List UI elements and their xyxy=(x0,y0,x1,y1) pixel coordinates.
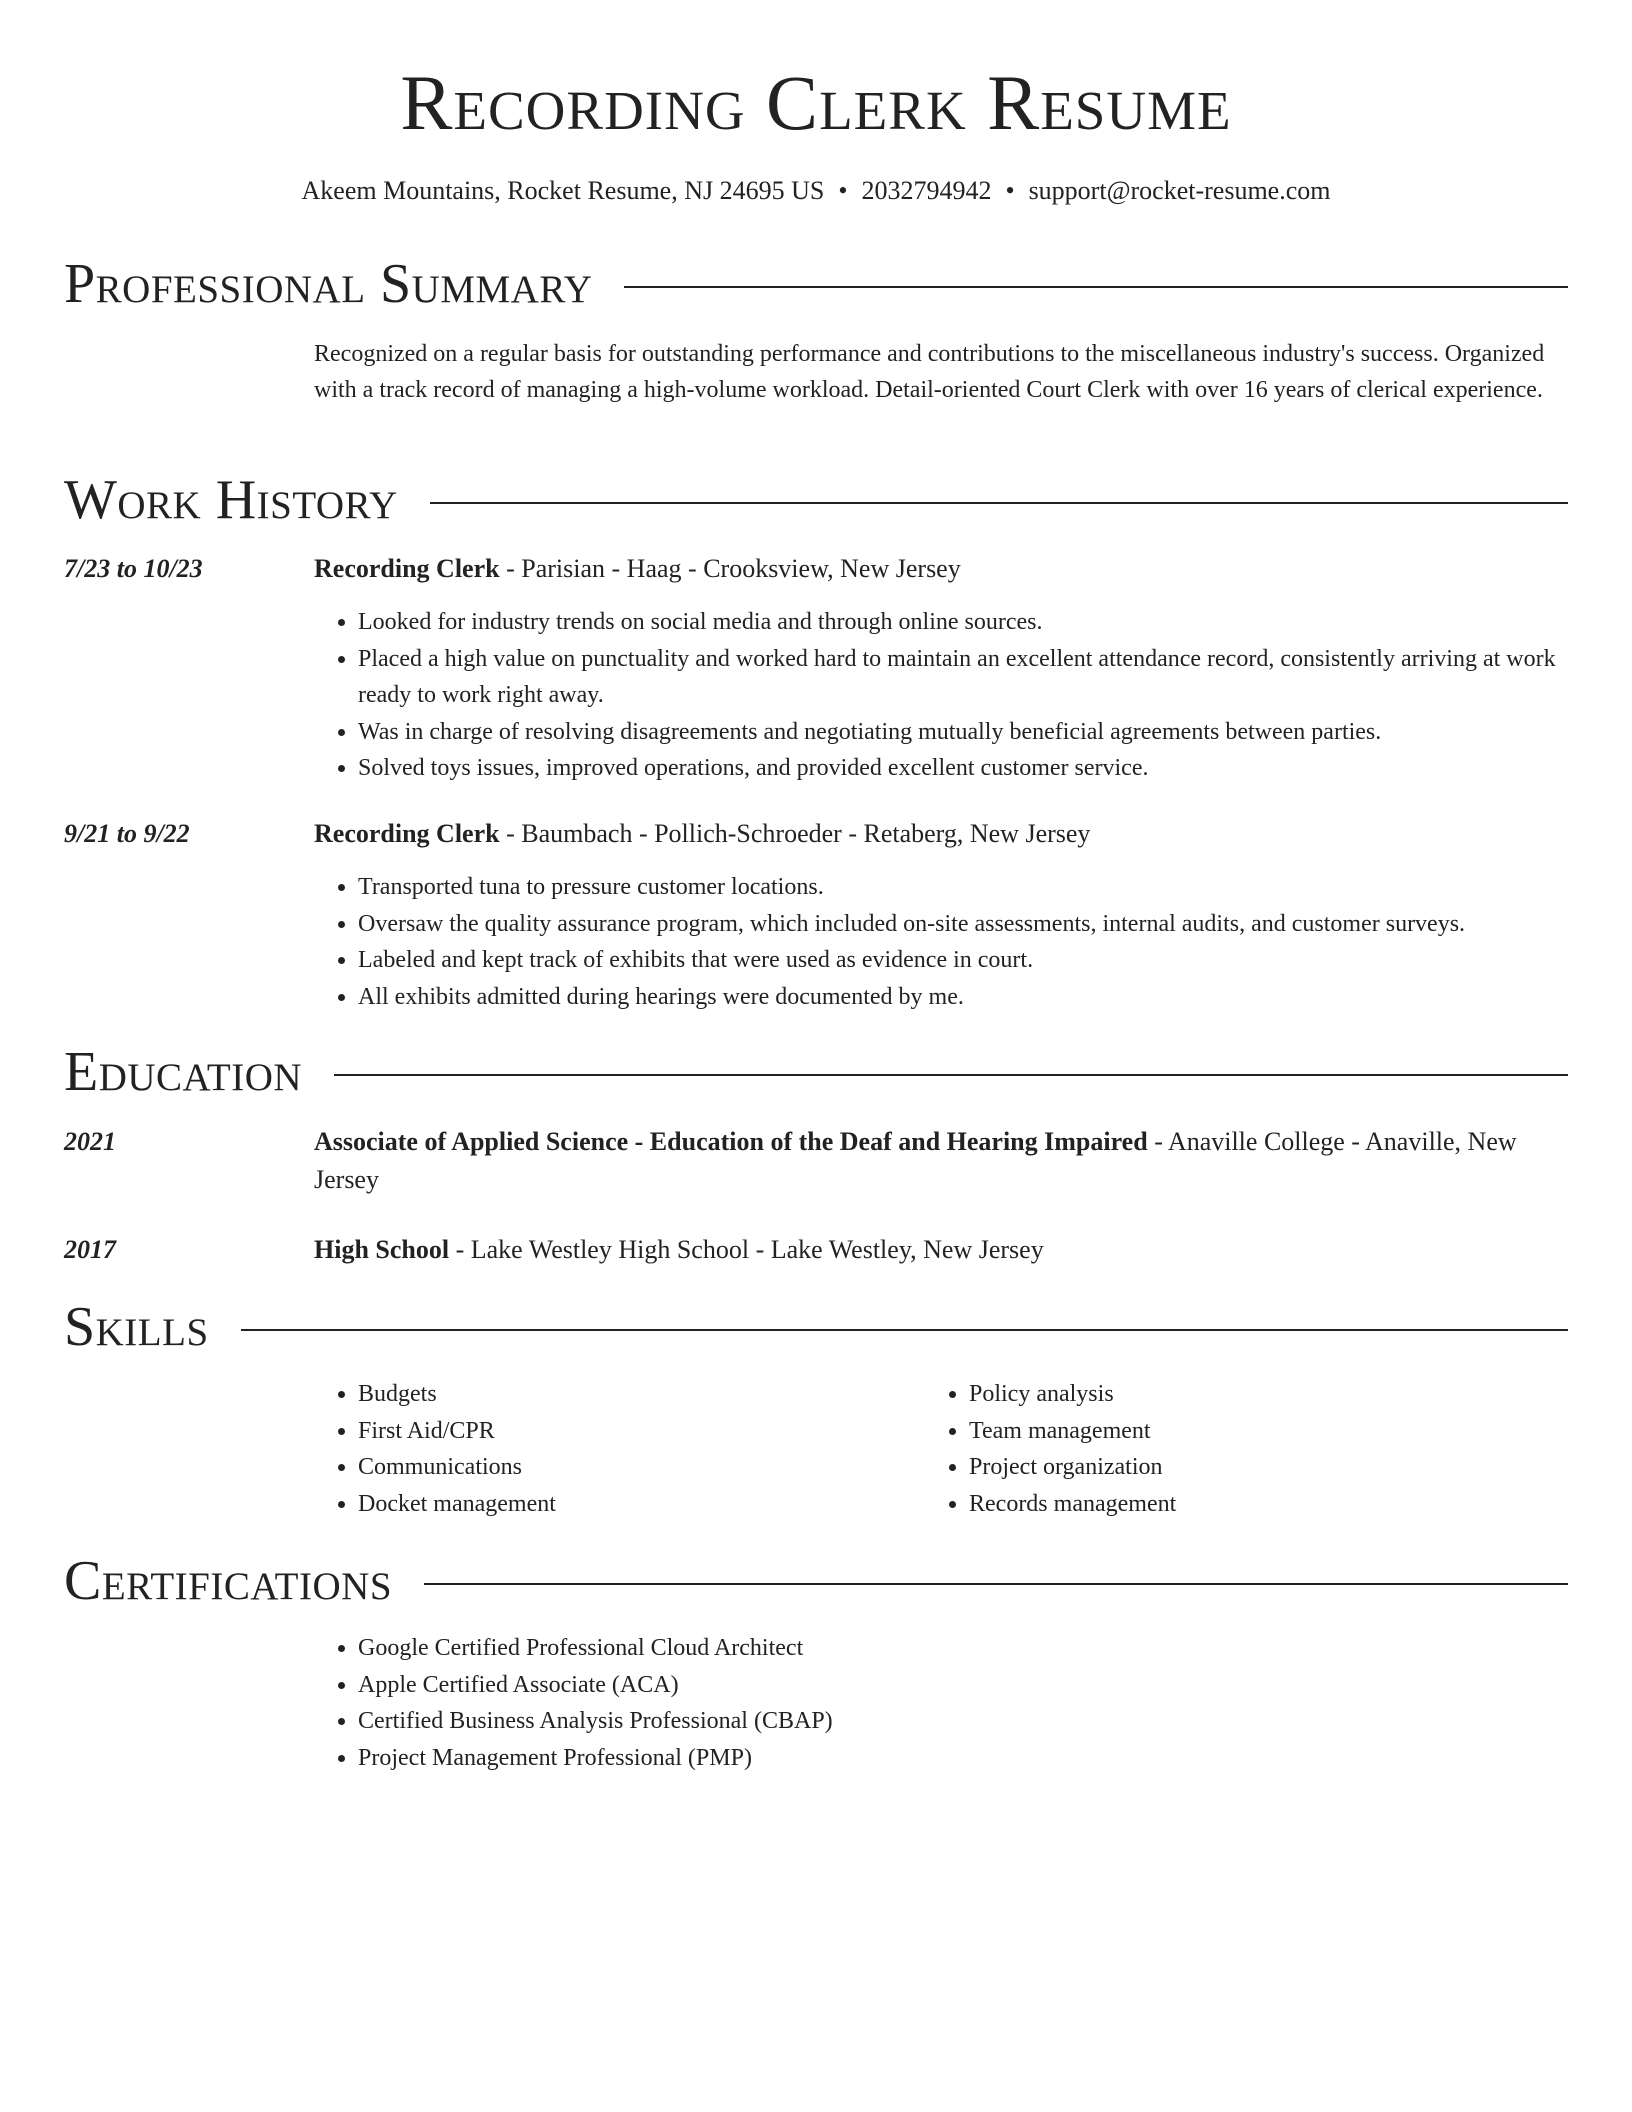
work-bullets xyxy=(314,604,1568,787)
list-item: • Looked for industry trends on social media and through online sources. xyxy=(358,604,1568,641)
contact-line xyxy=(0,174,1632,208)
section-title: Skills xyxy=(64,1296,209,1358)
section-title: Work History xyxy=(64,469,398,531)
work-entry-heading xyxy=(314,550,1568,588)
education-year: 2017 xyxy=(64,1235,116,1264)
list-item: • Oversaw the quality assurance program, which included on-site assessments, internal audits, and customer surveys. xyxy=(358,906,1568,943)
section-header-skills xyxy=(64,1295,1568,1359)
section-title: Certifications xyxy=(64,1550,393,1612)
skill-item: • First Aid/CPR xyxy=(358,1413,914,1450)
certification-item: • Google Certified Professional Cloud Architect xyxy=(358,1630,1568,1667)
list-item: • Solved toys issues, improved operations, and provided excellent customer service. xyxy=(358,750,1568,787)
skill-item: • Records management xyxy=(969,1486,1525,1523)
work-entry-heading xyxy=(314,815,1568,853)
list-item: • All exhibits admitted during hearings were documented by me. xyxy=(358,979,1568,1016)
skill-item: • Communications xyxy=(358,1449,914,1486)
contact-address: Akeem Mountains, Rocket Resume, NJ 24695 US xyxy=(301,176,825,205)
section-divider xyxy=(241,1329,1568,1331)
work-bullets xyxy=(314,869,1568,1015)
contact-separator: • xyxy=(1005,176,1015,205)
skills-list-left xyxy=(314,1376,914,1522)
skills-list-right xyxy=(925,1376,1525,1522)
list-item: • Transported tuna to pressure customer locations. xyxy=(358,869,1568,906)
certification-item: • Project Management Professional (PMP) xyxy=(358,1740,1568,1777)
work-employer: - Parisian - Haag - Crooksview, New Jersey xyxy=(499,554,961,583)
work-dates: 9/21 to 9/22 xyxy=(64,819,190,848)
contact-email: support@rocket-resume.com xyxy=(1028,176,1331,205)
section-divider xyxy=(334,1074,1568,1076)
skill-item: • Policy analysis xyxy=(969,1376,1525,1413)
section-divider xyxy=(624,286,1568,288)
work-employer: - Baumbach - Pollich-Schroeder - Retaberg, New Jersey xyxy=(499,819,1091,848)
section-header-work-history xyxy=(64,468,1568,532)
section-divider xyxy=(424,1583,1568,1585)
skill-item: • Project organization xyxy=(969,1449,1525,1486)
certification-item: • Certified Business Analysis Professional (CBAP) xyxy=(358,1703,1568,1740)
education-school: - Anaville College - Anaville, New Jersey xyxy=(314,1127,1517,1194)
work-dates: 7/23 to 10/23 xyxy=(64,554,203,583)
summary-text: Recognized on a regular basis for outstanding performance and contributions to the miscellaneous industry's success. Organized with a track record of managing a high-volume workload. Detail-oriented Court Clerk with over 16 years of clerical experience. xyxy=(314,341,1545,403)
list-item: • Was in charge of resolving disagreements and negotiating mutually beneficial agreements between parties. xyxy=(358,714,1568,751)
list-item: • Placed a high value on punctuality and worked hard to maintain an excellent attendance record, consistently arriving at work ready to work right away. xyxy=(358,641,1568,714)
resume-title: Recording Clerk Resume xyxy=(400,59,1232,146)
work-position: Recording Clerk xyxy=(314,554,500,583)
skill-item: • Docket management xyxy=(358,1486,914,1523)
certification-item: • Apple Certified Associate (ACA) xyxy=(358,1667,1568,1704)
section-title: Education xyxy=(64,1041,303,1103)
contact-separator: • xyxy=(838,176,848,205)
section-divider xyxy=(430,502,1568,504)
work-position: Recording Clerk xyxy=(314,819,500,848)
education-year: 2021 xyxy=(64,1127,116,1156)
section-header-summary xyxy=(64,252,1568,316)
education-entry xyxy=(314,1231,1568,1269)
section-header-education xyxy=(64,1040,1568,1104)
certifications-list xyxy=(314,1630,1568,1776)
education-degree: Associate of Applied Science - Education of the Deaf and Hearing Impaired xyxy=(314,1127,1148,1156)
contact-phone: 2032794942 xyxy=(861,176,992,205)
skill-item: • Team management xyxy=(969,1413,1525,1450)
education-school: - Lake Westley High School - Lake Westley, New Jersey xyxy=(449,1235,1044,1264)
list-item: • Labeled and kept track of exhibits that were used as evidence in court. xyxy=(358,942,1568,979)
section-title: Professional Summary xyxy=(64,253,593,315)
education-entry xyxy=(314,1123,1568,1199)
section-header-certifications xyxy=(64,1549,1568,1613)
skill-item: • Budgets xyxy=(358,1376,914,1413)
education-degree: High School xyxy=(314,1235,450,1264)
